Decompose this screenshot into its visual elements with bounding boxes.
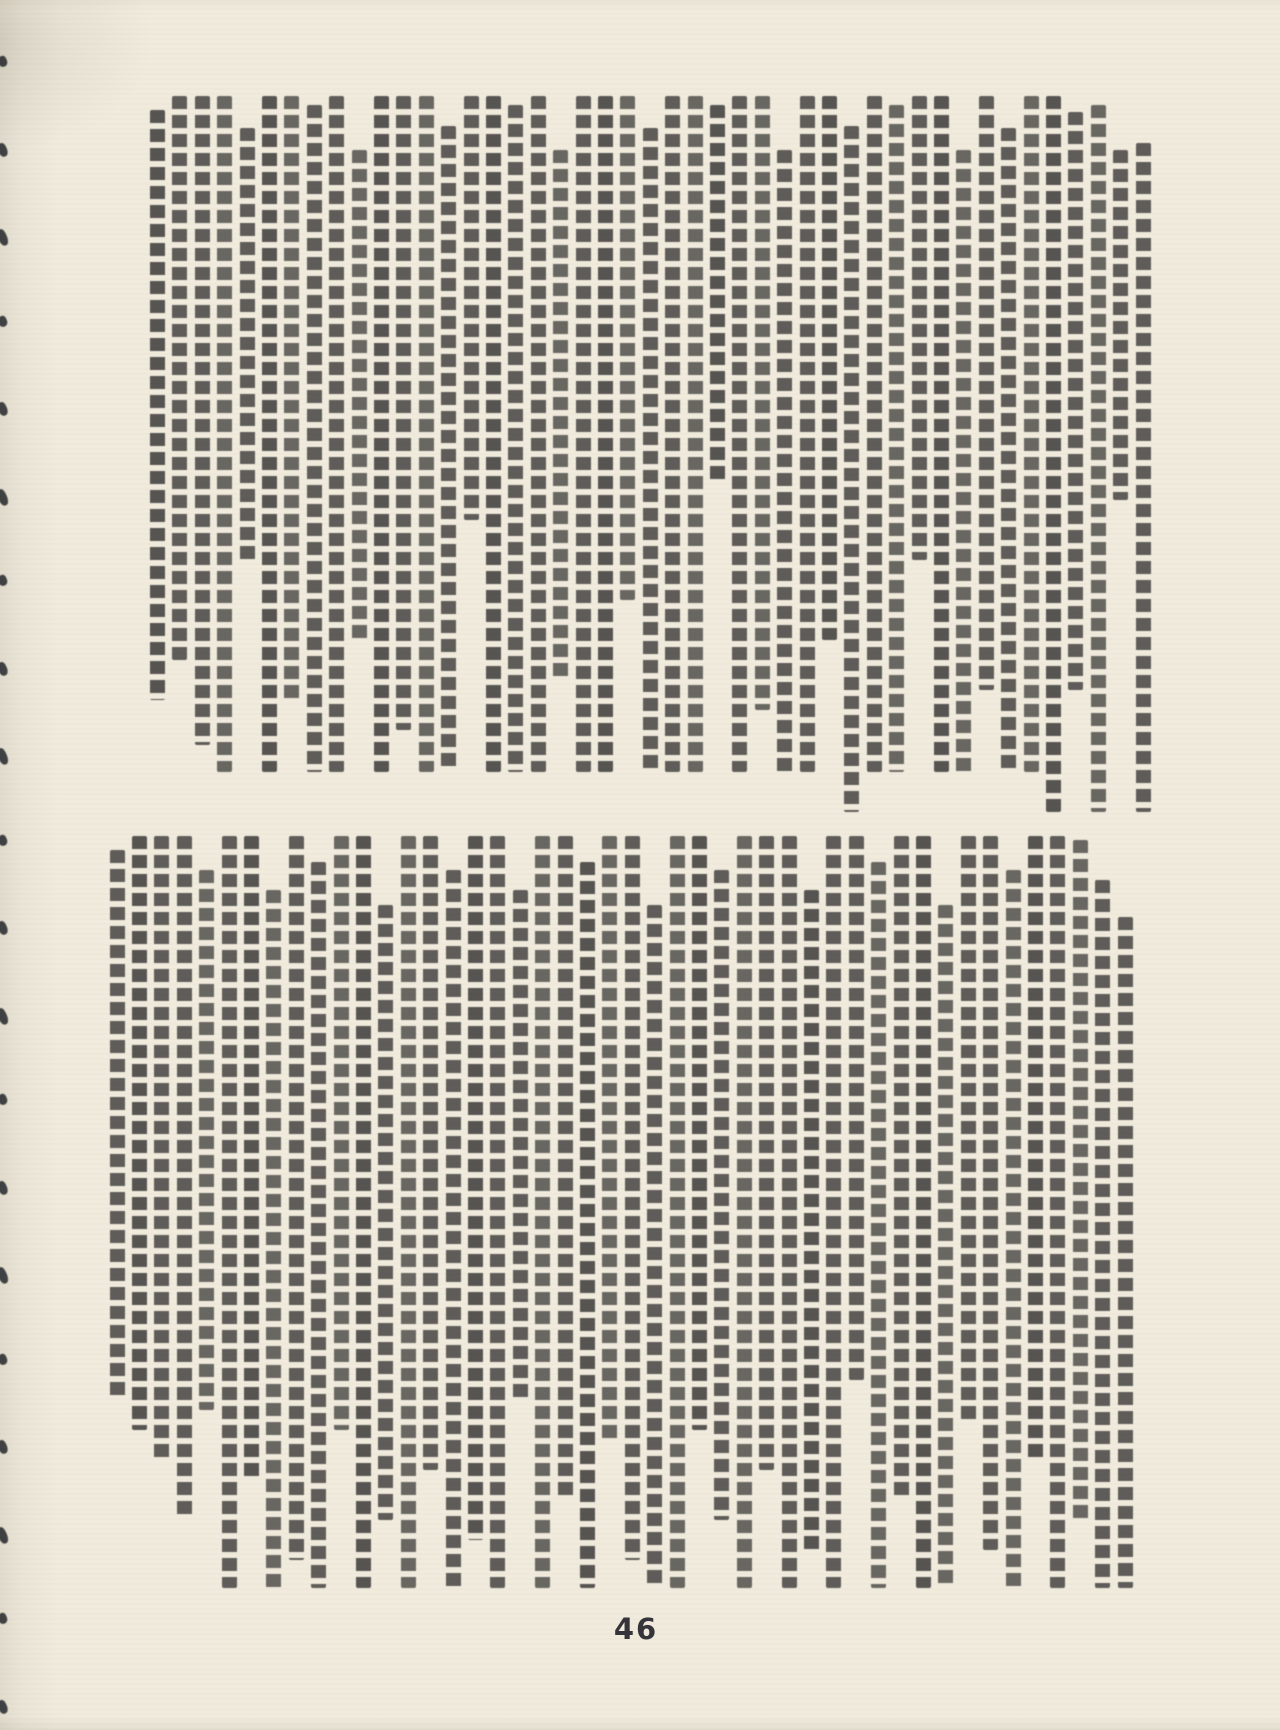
binding-stitch-mark bbox=[0, 747, 10, 766]
redacted-text-column bbox=[401, 836, 416, 1588]
binding-stitch-mark bbox=[0, 1180, 9, 1196]
redacted-text-column bbox=[598, 96, 613, 772]
redacted-text-column bbox=[867, 96, 882, 772]
binding-stitch-mark bbox=[0, 1007, 10, 1026]
redacted-text-column bbox=[531, 96, 546, 772]
redacted-text-column bbox=[732, 96, 747, 772]
redacted-text-column bbox=[244, 836, 259, 1480]
redacted-text-column bbox=[1113, 150, 1128, 500]
binding-stitch-mark bbox=[0, 1093, 9, 1107]
redacted-text-column bbox=[580, 862, 595, 1588]
binding-stitch-mark bbox=[0, 142, 9, 158]
redacted-text-column bbox=[177, 836, 192, 1520]
redacted-text-column bbox=[553, 150, 568, 680]
redacted-text-column bbox=[938, 905, 953, 1588]
redacted-text-column bbox=[1091, 105, 1106, 812]
redacted-text-column bbox=[822, 96, 837, 640]
redacted-text-column bbox=[558, 836, 573, 1500]
redacted-text-column bbox=[647, 905, 662, 1588]
redacted-text-column bbox=[710, 105, 725, 480]
binding-stitch-mark bbox=[0, 1526, 10, 1545]
redacted-text-column bbox=[441, 126, 456, 772]
binding-stitch-mark bbox=[0, 315, 9, 329]
redacted-text-column bbox=[289, 836, 304, 1560]
redacted-text-column bbox=[670, 836, 685, 1588]
redacted-text-column bbox=[513, 890, 528, 1400]
redacted-text-column bbox=[446, 870, 461, 1588]
redacted-text-column bbox=[150, 110, 165, 700]
redacted-text-column bbox=[468, 836, 483, 1540]
redacted-text-column bbox=[625, 836, 640, 1560]
redacted-text-column bbox=[692, 836, 707, 1430]
redacted-text-column bbox=[737, 836, 752, 1588]
redacted-text-column bbox=[894, 836, 909, 1500]
redacted-text-column bbox=[755, 96, 770, 710]
redacted-text-column bbox=[311, 862, 326, 1588]
redacted-text-column bbox=[826, 836, 841, 1588]
redacted-text-column bbox=[1118, 917, 1133, 1588]
redacted-text-column bbox=[1046, 96, 1061, 812]
binding-stitch-mark bbox=[0, 401, 9, 417]
redacted-text-column bbox=[262, 96, 277, 772]
redacted-text-column bbox=[714, 870, 729, 1520]
redacted-text-column bbox=[889, 105, 904, 772]
binding-stitch-mark bbox=[0, 1699, 9, 1715]
redacted-text-column bbox=[620, 96, 635, 600]
redacted-text-column bbox=[222, 836, 237, 1588]
redacted-text-column bbox=[576, 96, 591, 772]
redacted-text-column bbox=[956, 150, 971, 772]
redacted-text-column bbox=[172, 96, 187, 660]
redacted-text-column bbox=[217, 96, 232, 772]
redacted-text-column bbox=[419, 96, 434, 772]
redacted-text-column bbox=[782, 836, 797, 1588]
redacted-text-column bbox=[1024, 96, 1039, 772]
redacted-text-column bbox=[916, 836, 931, 1588]
redacted-text-column bbox=[352, 150, 367, 640]
redacted-text-column bbox=[154, 836, 169, 1460]
redacted-text-column bbox=[374, 96, 389, 772]
page-number: 46 bbox=[613, 1612, 659, 1646]
binding-stitch-mark bbox=[0, 1266, 10, 1285]
binding-stitch-mark bbox=[0, 488, 10, 507]
binding-stitch-mark bbox=[0, 834, 9, 848]
redacted-text-column bbox=[356, 836, 371, 1588]
redacted-text-column bbox=[378, 905, 393, 1520]
redacted-text-column bbox=[329, 96, 344, 772]
binding-stitch-mark bbox=[0, 920, 9, 936]
redacted-text-column bbox=[464, 96, 479, 520]
redacted-text-column bbox=[961, 836, 976, 1420]
binding-stitch-mark bbox=[0, 1439, 9, 1455]
redacted-text-column bbox=[1050, 836, 1065, 1588]
redacted-text-column bbox=[804, 890, 819, 1550]
redacted-text-column bbox=[912, 96, 927, 560]
redacted-text-column bbox=[849, 836, 864, 1380]
binding-stitch-mark bbox=[0, 661, 9, 677]
redacted-text-column bbox=[665, 96, 680, 772]
redacted-text-column bbox=[643, 128, 658, 772]
redacted-text-column bbox=[396, 96, 411, 730]
redacted-text-column bbox=[759, 836, 774, 1470]
redacted-text-column bbox=[284, 96, 299, 700]
redacted-text-column bbox=[1073, 840, 1088, 1520]
redacted-text-column bbox=[307, 105, 322, 772]
binding-stitch-mark bbox=[0, 1612, 9, 1626]
redacted-text-column bbox=[195, 96, 210, 745]
redacted-text-column bbox=[334, 836, 349, 1430]
redacted-text-column bbox=[240, 128, 255, 560]
binding-stitch-mark bbox=[0, 228, 10, 247]
redacted-text-column bbox=[490, 836, 505, 1588]
redacted-text-column bbox=[266, 890, 281, 1588]
redacted-text-column bbox=[1028, 836, 1043, 1460]
redacted-text-column bbox=[199, 870, 214, 1410]
redacted-text-column bbox=[508, 105, 523, 772]
redacted-text-column bbox=[132, 836, 147, 1430]
redacted-text-column bbox=[535, 836, 550, 1588]
redacted-text-column bbox=[844, 126, 859, 812]
redacted-text-column bbox=[1095, 880, 1110, 1588]
binding-stitch-mark bbox=[0, 1353, 9, 1367]
redacted-text-column bbox=[777, 150, 792, 772]
redacted-text-column bbox=[934, 96, 949, 772]
redacted-text-column bbox=[486, 96, 501, 772]
redacted-text-column bbox=[1136, 143, 1151, 812]
redacted-text-column bbox=[979, 96, 994, 690]
redacted-text-column bbox=[871, 862, 886, 1588]
redacted-text-column bbox=[1001, 128, 1016, 772]
redacted-text-column bbox=[423, 836, 438, 1470]
redacted-text-column bbox=[110, 850, 125, 1400]
binding-stitch-mark bbox=[0, 55, 9, 69]
redacted-text-column bbox=[688, 96, 703, 772]
redacted-text-column bbox=[983, 836, 998, 1550]
redacted-text-column bbox=[602, 836, 617, 1440]
redacted-text-column bbox=[1006, 870, 1021, 1588]
binding-stitch-mark bbox=[0, 574, 9, 588]
redacted-text-column bbox=[800, 96, 815, 772]
redacted-text-column bbox=[1068, 112, 1083, 690]
